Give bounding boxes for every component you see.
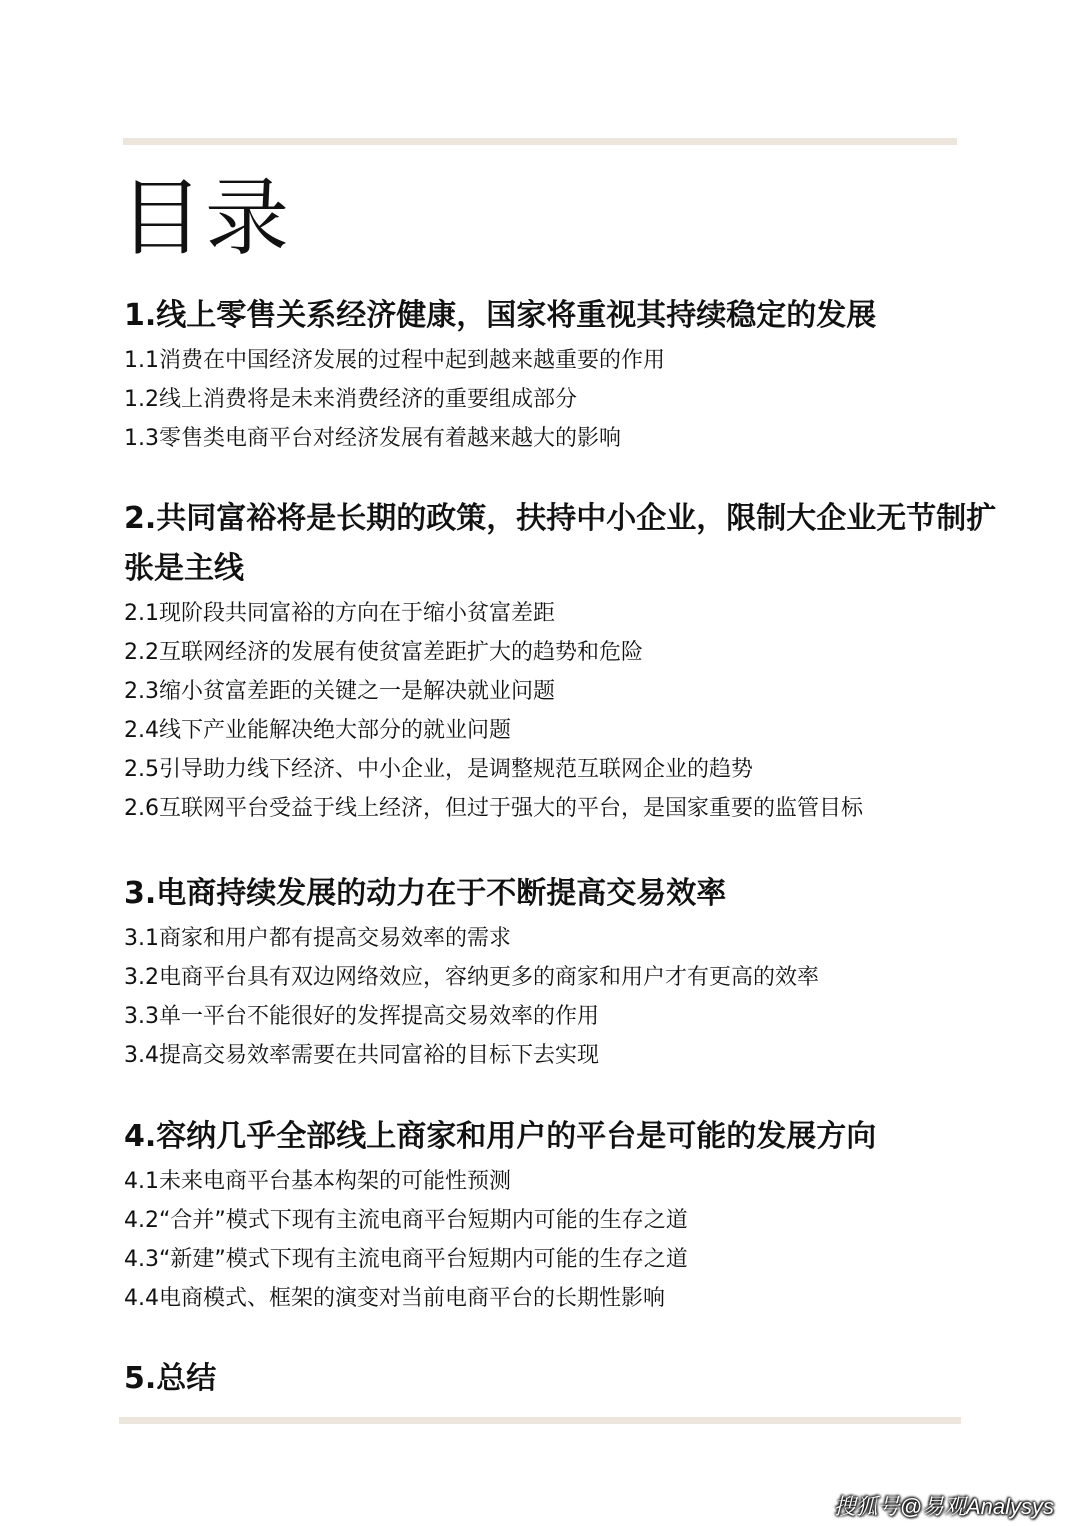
toc-section-1 <box>124 291 1014 458</box>
toc-subitem[interactable]: 3.4提高交易效率需要在共同富裕的目标下去实现 <box>124 1043 599 1068</box>
toc-section-heading[interactable]: 2.共同富裕将是长期的政策，扶持中小企业，限制大企业无节制扩张是主线 <box>124 501 997 586</box>
toc-subitem[interactable]: 4.4电商模式、框架的演变对当前电商平台的长期性影响 <box>124 1286 665 1311</box>
toc-subitem[interactable]: 3.2电商平台具有双边网络效应，容纳更多的商家和用户才有更高的效率 <box>124 965 819 990</box>
toc-subitem-list <box>124 919 1014 1075</box>
toc-subitem-list <box>124 594 1014 828</box>
toc-section-heading[interactable]: 5.总结 <box>124 1361 217 1396</box>
top-divider <box>123 138 957 145</box>
toc-subitem[interactable]: 1.3零售类电商平台对经济发展有着越来越大的影响 <box>124 426 621 451</box>
toc-subitem[interactable]: 2.4线下产业能解决绝大部分的就业问题 <box>124 718 511 743</box>
toc-section-5 <box>124 1354 1014 1404</box>
toc-subitem[interactable]: 1.1消费在中国经济发展的过程中起到越来越重要的作用 <box>124 348 665 373</box>
bottom-divider <box>119 1417 961 1424</box>
toc-subitem-list <box>124 1162 1014 1318</box>
toc-subitem[interactable]: 3.3单一平台不能很好的发挥提高交易效率的作用 <box>124 1004 599 1029</box>
toc-subitem[interactable]: 2.6互联网平台受益于线上经济，但过于强大的平台，是国家重要的监管目标 <box>124 796 863 821</box>
toc-subitem[interactable]: 4.3“新建”模式下现有主流电商平台短期内可能的生存之道 <box>124 1247 688 1272</box>
toc-subitem[interactable]: 4.1未来电商平台基本构架的可能性预测 <box>124 1169 511 1194</box>
toc-subitem[interactable]: 2.5引导助力线下经济、中小企业，是调整规范互联网企业的趋势 <box>124 757 753 782</box>
toc-section-heading[interactable]: 1.线上零售关系经济健康，国家将重视其持续稳定的发展 <box>124 298 877 333</box>
toc-subitem[interactable]: 3.1商家和用户都有提高交易效率的需求 <box>124 926 511 951</box>
toc-section-3 <box>124 869 1014 1075</box>
toc-section-2 <box>124 494 1014 828</box>
toc-subitem-list <box>124 341 1014 458</box>
toc-subitem[interactable]: 2.3缩小贫富差距的关键之一是解决就业问题 <box>124 679 555 704</box>
toc-section-heading[interactable]: 4.容纳几乎全部线上商家和用户的平台是可能的发展方向 <box>124 1119 877 1154</box>
toc-section-4 <box>124 1112 1014 1318</box>
toc-subitem[interactable]: 1.2线上消费将是未来消费经济的重要组成部分 <box>124 387 577 412</box>
toc-section-heading[interactable]: 3.电商持续发展的动力在于不断提高交易效率 <box>124 876 727 911</box>
page-title: 目录 <box>119 169 292 267</box>
toc-subitem[interactable]: 2.2互联网经济的发展有使贫富差距扩大的趋势和危险 <box>124 640 643 665</box>
toc-subitem[interactable]: 4.2“合并”模式下现有主流电商平台短期内可能的生存之道 <box>124 1208 688 1233</box>
source-watermark: 搜狐号@易观Analysys <box>833 1494 1054 1519</box>
toc-subitem[interactable]: 2.1现阶段共同富裕的方向在于缩小贫富差距 <box>124 601 555 626</box>
